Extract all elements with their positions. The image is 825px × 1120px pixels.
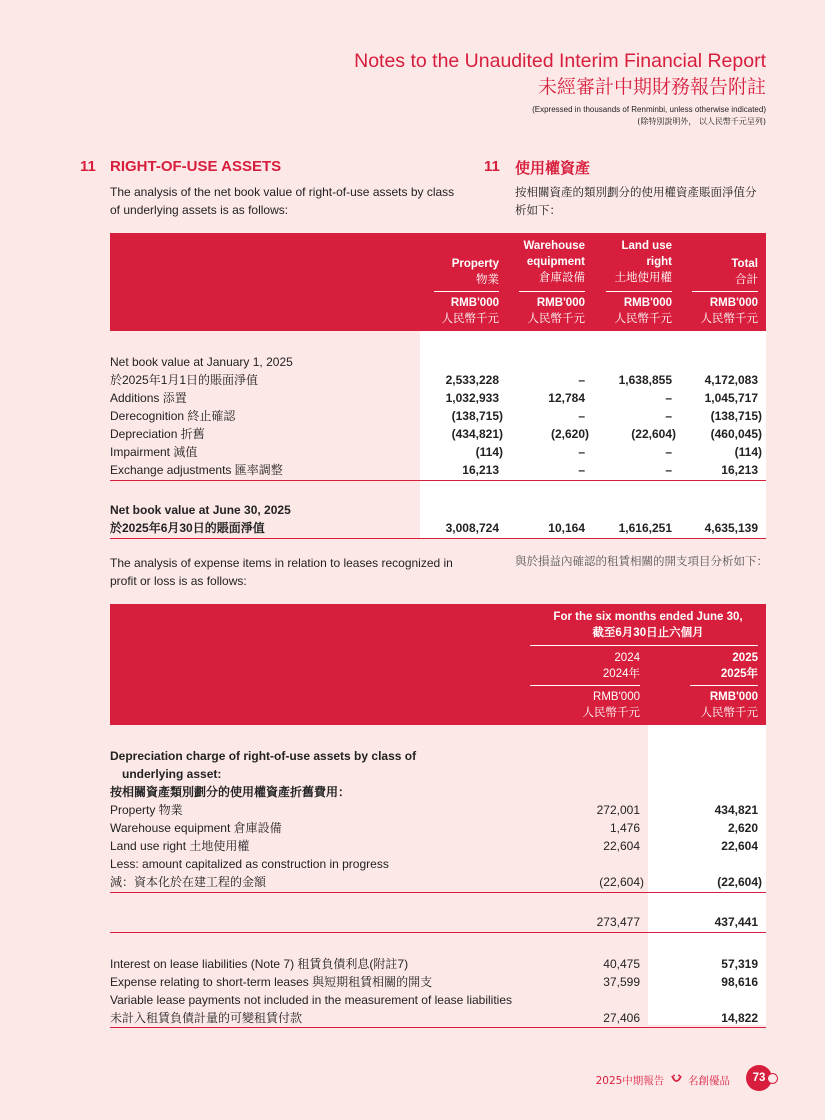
year-2025: 2025 2025年 bbox=[720, 652, 758, 680]
table-row: Derecognition 終止確認 (138,715) – – (138,715) bbox=[110, 409, 762, 423]
col-land-use: Land use right 土地使用權 bbox=[614, 240, 672, 284]
brand-icon bbox=[671, 1074, 682, 1087]
period-header: For the six months ended June 30, 截至6月30日止六個月 bbox=[553, 611, 743, 639]
subtotal-row: 273,477 437,441 bbox=[596, 915, 758, 929]
section-title: RIGHT-OF-USE ASSETS bbox=[110, 158, 282, 175]
unit-total: RMB'000 人民幣千元 bbox=[700, 297, 758, 325]
expressed-note-cn: (除特別說明外， 以人民幣千元呈列) bbox=[637, 117, 766, 126]
col-total: Total 合計 bbox=[731, 258, 758, 286]
table-row: 於2025年1月1日的賬面淨值 2,533,228 – 1,638,855 4,172,083 bbox=[110, 373, 758, 387]
group-title-cn: 按相關資產類別劃分的使用權資產折舊費用： bbox=[110, 785, 351, 799]
unit-land: RMB'000 人民幣千元 bbox=[614, 297, 672, 325]
col-property: Property 物業 bbox=[451, 258, 499, 286]
table1-opening-label: Net book value at January 1, 2025 bbox=[110, 355, 293, 369]
report-title: Notes to the Unaudited Interim Financial Report bbox=[354, 50, 766, 72]
year-2024: 2024 2024年 bbox=[602, 652, 640, 680]
group-title-2: underlying asset: bbox=[122, 767, 222, 781]
table-row: Exchange adjustments 匯率調整 16,213 – – 16,213 bbox=[110, 463, 758, 477]
footer bbox=[596, 1073, 730, 1088]
report-title-cn: 未經審計中期財務報告附註 bbox=[537, 76, 766, 98]
table1-closing-row: 於2025年6月30日的賬面淨值 3,008,724 10,164 1,616,251 4,635,139 bbox=[110, 521, 758, 535]
unit-warehouse: RMB'000 人民幣千元 bbox=[527, 297, 585, 325]
section-intro-cn: 按相關資產的類別劃分的使用權資產賬面淨值分析如下： bbox=[515, 185, 757, 217]
table-row: Warehouse equipment 倉庫設備 1,476 2,620 bbox=[110, 821, 758, 835]
table-row: Additions 添置 1,032,933 12,784 – 1,045,717 bbox=[110, 391, 758, 405]
section-number-cn: 11 bbox=[484, 158, 500, 175]
unit-2024: RMB'000 人民幣千元 bbox=[582, 691, 640, 719]
table-row: 減：資本化於在建工程的金額 (22,604) (22,604) bbox=[110, 875, 762, 889]
unit-property: RMB'000 人民幣千元 bbox=[441, 297, 499, 325]
table1-closing-label-en: Net book value at June 30, 2025 bbox=[110, 503, 291, 517]
page-number: 73 bbox=[746, 1065, 772, 1091]
section-title-cn: 使用權資產 bbox=[515, 159, 591, 177]
expressed-note: (Expressed in thousands of Renminbi, unless otherwise indicated) bbox=[532, 105, 766, 114]
expense-intro: The analysis of expense items in relation to leases recognized in profit or loss is as follows: bbox=[110, 556, 453, 588]
table-row: Expense relating to short-term leases 與短期租賃相關的開支 37,599 98,616 bbox=[110, 975, 758, 989]
section-intro: The analysis of the net book value of right-of-use assets by class of underlying assets is as follows: bbox=[110, 185, 455, 217]
table-row: Impairment 減值 (114) – – (114) bbox=[110, 445, 762, 459]
footer-brand: 名創優品 bbox=[688, 1075, 730, 1087]
group-title: Depreciation charge of right-of-use assets by class of bbox=[110, 749, 417, 763]
less-label-en: Less: amount capitalized as construction in progress bbox=[110, 857, 389, 871]
table-row: Interest on lease liabilities (Note 7) 租賃負債利息(附註7) 40,475 57,319 bbox=[110, 957, 758, 971]
table-row: Land use right 土地使用權 22,604 22,604 bbox=[110, 839, 758, 853]
table-row: 未計入租賃負債計量的可變租賃付款 27,406 14,822 bbox=[110, 1011, 758, 1025]
col-warehouse: Warehouse equipment 倉庫設備 bbox=[523, 240, 585, 284]
unit-2025: RMB'000 人民幣千元 bbox=[700, 691, 758, 719]
table-row: Property 物業 272,001 434,821 bbox=[110, 803, 758, 817]
expense-intro-cn: 與於損益內確認的租賃相關的開支項目分析如下： bbox=[515, 554, 768, 568]
page-ring-icon bbox=[767, 1073, 778, 1084]
table-row: Depreciation 折舊 (434,821) (2,620) (22,604) (460,045) bbox=[110, 427, 762, 441]
footer-report: 2025中期報告 bbox=[595, 1075, 665, 1087]
section-number: 11 bbox=[80, 158, 96, 175]
variable-label-en: Variable lease payments not included in the measurement of lease liabilities bbox=[110, 993, 513, 1007]
